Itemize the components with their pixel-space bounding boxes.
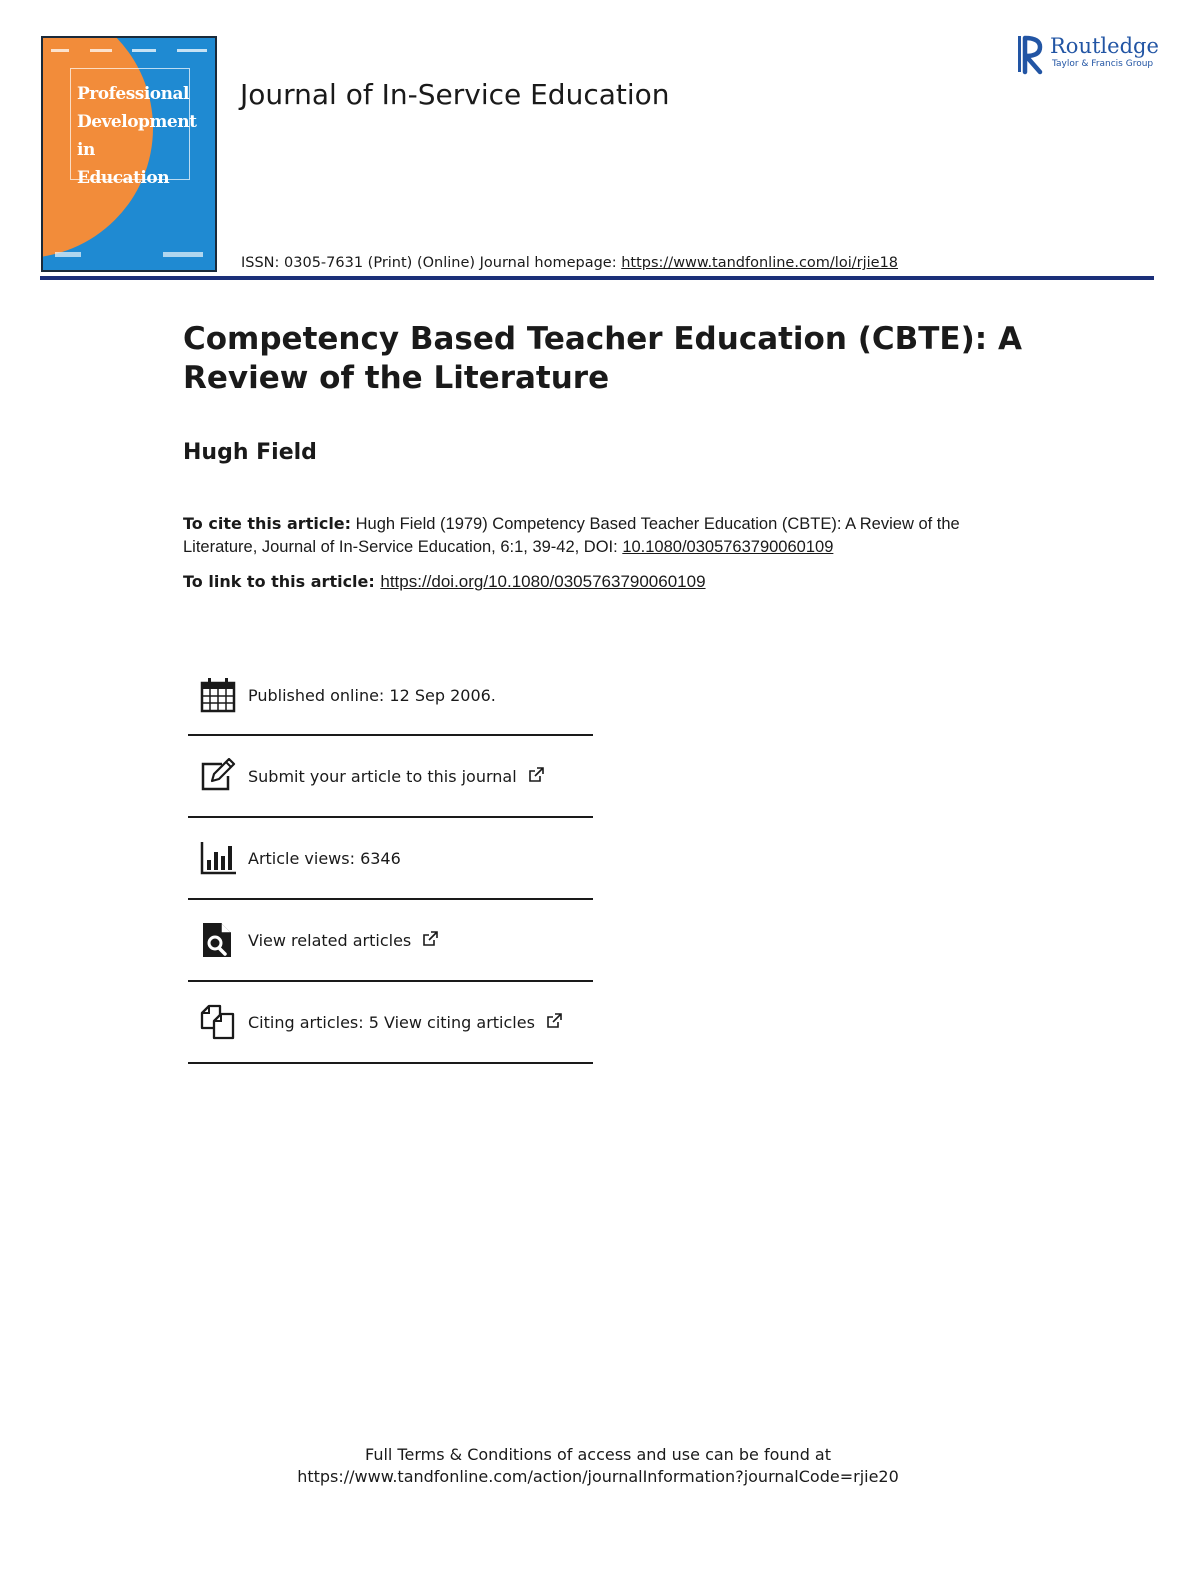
calendar-icon — [200, 677, 236, 713]
article-views-row — [188, 818, 593, 900]
cite-label: To cite this article: — [183, 514, 352, 533]
copy-documents-icon — [200, 1004, 236, 1040]
external-link-icon — [546, 1013, 562, 1029]
edit-icon — [200, 758, 236, 794]
journal-homepage-link[interactable]: https://www.tandfonline.com/loi/rjie18 — [621, 255, 899, 271]
article-link-block — [183, 572, 706, 592]
cover-title-line: Professional — [77, 84, 189, 104]
article-doi-url[interactable]: https://doi.org/10.1080/0305763790060109 — [380, 572, 706, 591]
cover-bottom-strip — [55, 248, 203, 260]
related-articles-label: View related articles — [248, 930, 412, 950]
document-search-icon — [200, 922, 236, 958]
cover-title — [77, 80, 197, 192]
external-link-icon — [422, 931, 438, 947]
journal-cover-image — [41, 36, 217, 272]
cover-title-line: Development — [77, 112, 197, 132]
header-divider — [40, 276, 1154, 280]
submit-article-link[interactable] — [248, 767, 544, 786]
logo-tagline: Taylor & Francis Group — [1052, 59, 1154, 69]
footer-terms — [0, 1444, 1196, 1488]
footer-terms-url[interactable]: https://www.tandfonline.com/action/journalInformation?journalCode=rjie20 — [297, 1467, 899, 1486]
cover-top-strip — [51, 46, 207, 54]
citing-articles-row[interactable] — [188, 982, 593, 1064]
citation-block — [183, 512, 1023, 559]
routledge-r-icon — [1016, 34, 1046, 76]
issn-text: ISSN: 0305-7631 (Print) (Online) Journal homepage: — [241, 255, 622, 271]
submit-article-row[interactable] — [188, 736, 593, 818]
submit-article-label: Submit your article to this journal — [248, 766, 517, 786]
published-date: Published online: 12 Sep 2006. — [248, 685, 496, 705]
article-meta-list — [188, 656, 593, 1064]
external-link-icon — [528, 767, 544, 783]
routledge-logo[interactable] — [1016, 34, 1166, 78]
published-row — [188, 656, 593, 736]
cite-text: Hugh Field (1979) Competency Based Teacher Education (CBTE): A Review of the Literature, Journal of In-Service Education, 6:1, 39-42, DOI: — [183, 515, 960, 556]
related-articles-row[interactable] — [188, 900, 593, 982]
article-views: Article views: 6346 — [248, 848, 401, 868]
cover-title-line: in Education — [77, 140, 170, 188]
issn-line — [241, 255, 898, 271]
link-label: To link to this article: — [183, 572, 381, 591]
citing-articles-link[interactable] — [248, 1013, 562, 1032]
related-articles-link[interactable] — [248, 931, 438, 950]
journal-name: Journal of In-Service Education — [240, 78, 670, 111]
author-name: Hugh Field — [183, 440, 317, 465]
bar-chart-icon — [200, 840, 236, 876]
logo-wordmark: Routledge — [1050, 34, 1159, 58]
article-title: Competency Based Teacher Education (CBTE): A Review of the Literature — [183, 321, 1022, 396]
footer-terms-text: Full Terms & Conditions of access and use can be found at — [364, 1445, 832, 1464]
doi-link[interactable]: 10.1080/0305763790060109 — [622, 538, 834, 556]
citing-articles-label: Citing articles: 5 View citing articles — [248, 1012, 535, 1032]
